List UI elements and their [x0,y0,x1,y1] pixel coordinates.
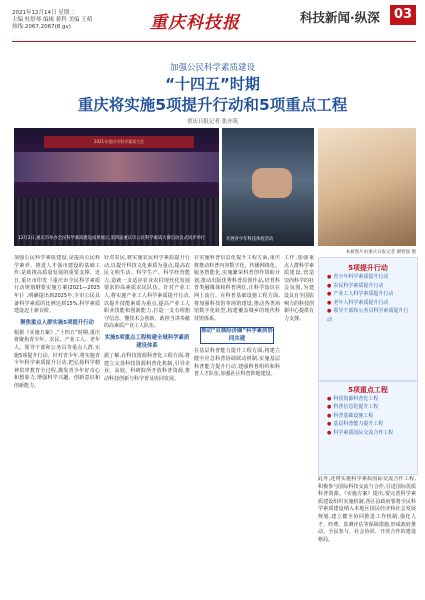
bullet-icon: ● [327,396,332,402]
article-paragraph: 根据《实施方案》,“十四五”时期,重庆将聚焦青少年、农民、产业工人、老年人、领导干部和公务员等重点人群,实施5项提升行动。针对青少年,将实施青少年科学素质提升行动,把弘扬科学精神贯穿教育全过程,激发青少年好奇心和想象力,增强科学兴趣、创新意识和创新能力。 [14,329,100,389]
article-column-4 [318,476,416,595]
article-paragraph: 据了解,在科技资源科普化工程方面,将建立完善科技资源科普化机制,引导企业、高校、科研院所开放科普资源,推动科技创新与科学普及协同发展。 [104,352,190,382]
article-paragraph: 在实施科普信息化提升工程方面,重庆将推动科普内容数字化、传播网络化、服务智能化,实施繁荣科普创作资助计划,推动出版优秀科普原创作品,培育科普类融媒体和科普网红,让科学知识在网上流行。在科普基础设施工程方面,将加强科技馆等场馆建设,推动各类场馆数字化转型,构建覆盖城乡的现代科技馆体系。 [194,255,280,322]
stage-banner: 2021年重庆市科学素质大会 [44,136,194,148]
section-name: 科技新闻·纵深 [300,10,380,25]
masthead-info [12,10,132,31]
list-item: ● 科普信息化提升工程 [327,404,379,411]
newspaper-logo: 重庆科技报 [150,13,240,33]
article-subhead-3: 推动“双城经济圈”科学素质协同共建 [200,327,274,344]
editor-credits: 主编 杜舒琴 编辑 蒋科 美编 王萌 [12,17,93,23]
side-photo-caption: 开展青少年科技体验活动 [226,237,274,242]
side-photo [222,128,314,246]
hotline: 热线:2067,2067(8 gv) [12,24,71,30]
list-item: ● 领导干部和公务员科学素质提升行动 [327,308,409,323]
bullet-icon: ● [327,274,332,280]
article-column-2 [104,255,190,595]
article-paragraph: 针对农民,将实施农民科学素质提升行动,以提升科技文化素质为重点,提高农民文明生活、科学生产、科学经营能力,造就一支适应农业农村现代化发展要求的高素质农民队伍。针对产业工人,将实施产业工人科学素质提升行动,以提升技能素质为重点,提高产业工人职业技能和创新能力,打造一支有理想守信念、懂技术会创新、敢担当讲奉献的高素质产业工人队伍。 [104,255,190,330]
article-paragraph: 工作,加强重点人群科学素质建设,营造崇尚科学的社会氛围,为建设具有全国影响力的科技创新中心提供有力支撑。 [284,255,314,322]
issue-date: 2021年12月14日 星期二 [12,10,75,16]
bullet-icon: ● [327,308,332,315]
headline-line-2: 重庆将实施5项提升行动和5项重点工程 [77,96,348,114]
headline-kicker: 加强公民科学素质建设 [169,63,255,73]
list-item: ● 科普基础设施工程 [327,412,374,419]
bullet-icon: ● [327,291,332,298]
list-item: ● 青少年科学素质提升行动 [327,274,389,280]
stage-lights [14,152,219,182]
page-number: 03 [390,5,416,25]
article-column-3 [194,255,280,595]
bullet-icon: ● [327,282,332,289]
list-item: ● 农民科学素质提升行动 [327,282,384,289]
bullet-icon: ● [327,299,332,306]
projects-box [318,381,418,475]
byline: 重庆日报记者 张亦筑 [186,119,239,125]
projects-box-title: 5项重点工程 [348,386,388,394]
actions-box-title: 5项提升行动 [348,264,388,272]
main-photo-caption: 12月2日,重庆市举办全民科学素质建设成果展示,第四届重庆市公民科学素质大赛启动仪式同步举行 [18,236,206,241]
hand-figure [252,168,292,198]
list-item: ● 科技资源科普化工程 [327,396,379,402]
headline-line-1: “十四五”时期 [165,75,260,93]
third-photo [318,128,416,246]
bullet-icon: ● [327,404,332,411]
list-item: ● 科学素质国际交流合作工程 [327,429,394,436]
bullet-icon: ● [327,429,332,436]
list-item: ● 产业工人科学素质提升行动 [327,291,394,298]
bullet-icon: ● [327,421,332,428]
list-item: ● 基层科普能力提升工程 [327,421,384,428]
actions-box [318,257,418,381]
masthead-divider [12,41,416,42]
photo-credit: 本板图片由重庆日报记者 谢智强 摄 [345,250,416,255]
article-column-5 [284,255,314,595]
article-column-1 [14,255,100,595]
bullet-icon: ● [327,412,332,419]
main-photo [14,128,219,246]
article-paragraph: 加强公民科学素质建设,是提高公民科学素养、推进人才强市建设的基础工作,是助推高质量发展的重要支撑。近日,重庆市印发《重庆市全民科学素质行动规划纲要实施方案(2021—2025年)》,明确提出到2025年,全市公民具备科学素质的比例达到15%,科学素质建设迈上新台阶。 [14,255,100,315]
list-item: ● 老年人科学素质提升行动 [327,299,389,306]
article-paragraph: 此外,还将实施科学素质国际交流合作工程,积极参与国际科技交流与合作,引进国际优质科普资源。《实施方案》提出,要完善科学素质建设组织实施机制,各区县政府要将全民科学素质建设纳入本地区国民经济和社会发展规划,建立健全协同推进工作机制,强化人才、经费、监测评估等保障措施,形成政府推动、全民参与、社会协同、开放合作的建设格局。 [318,476,416,543]
article-subhead-1: 聚焦重点人群实施5项提升行动 [20,319,94,326]
article-subhead-2: 实施5项重点工程构建全域科学素质建设体系 [104,334,190,349]
article-paragraph: 在基层科普能力提升工程方面,将建立健全应急科普协调联动机制,实施基层科普能力提升行动,建强科普组织和科普人才队伍,加强社区科普阵地建设。 [194,348,280,378]
